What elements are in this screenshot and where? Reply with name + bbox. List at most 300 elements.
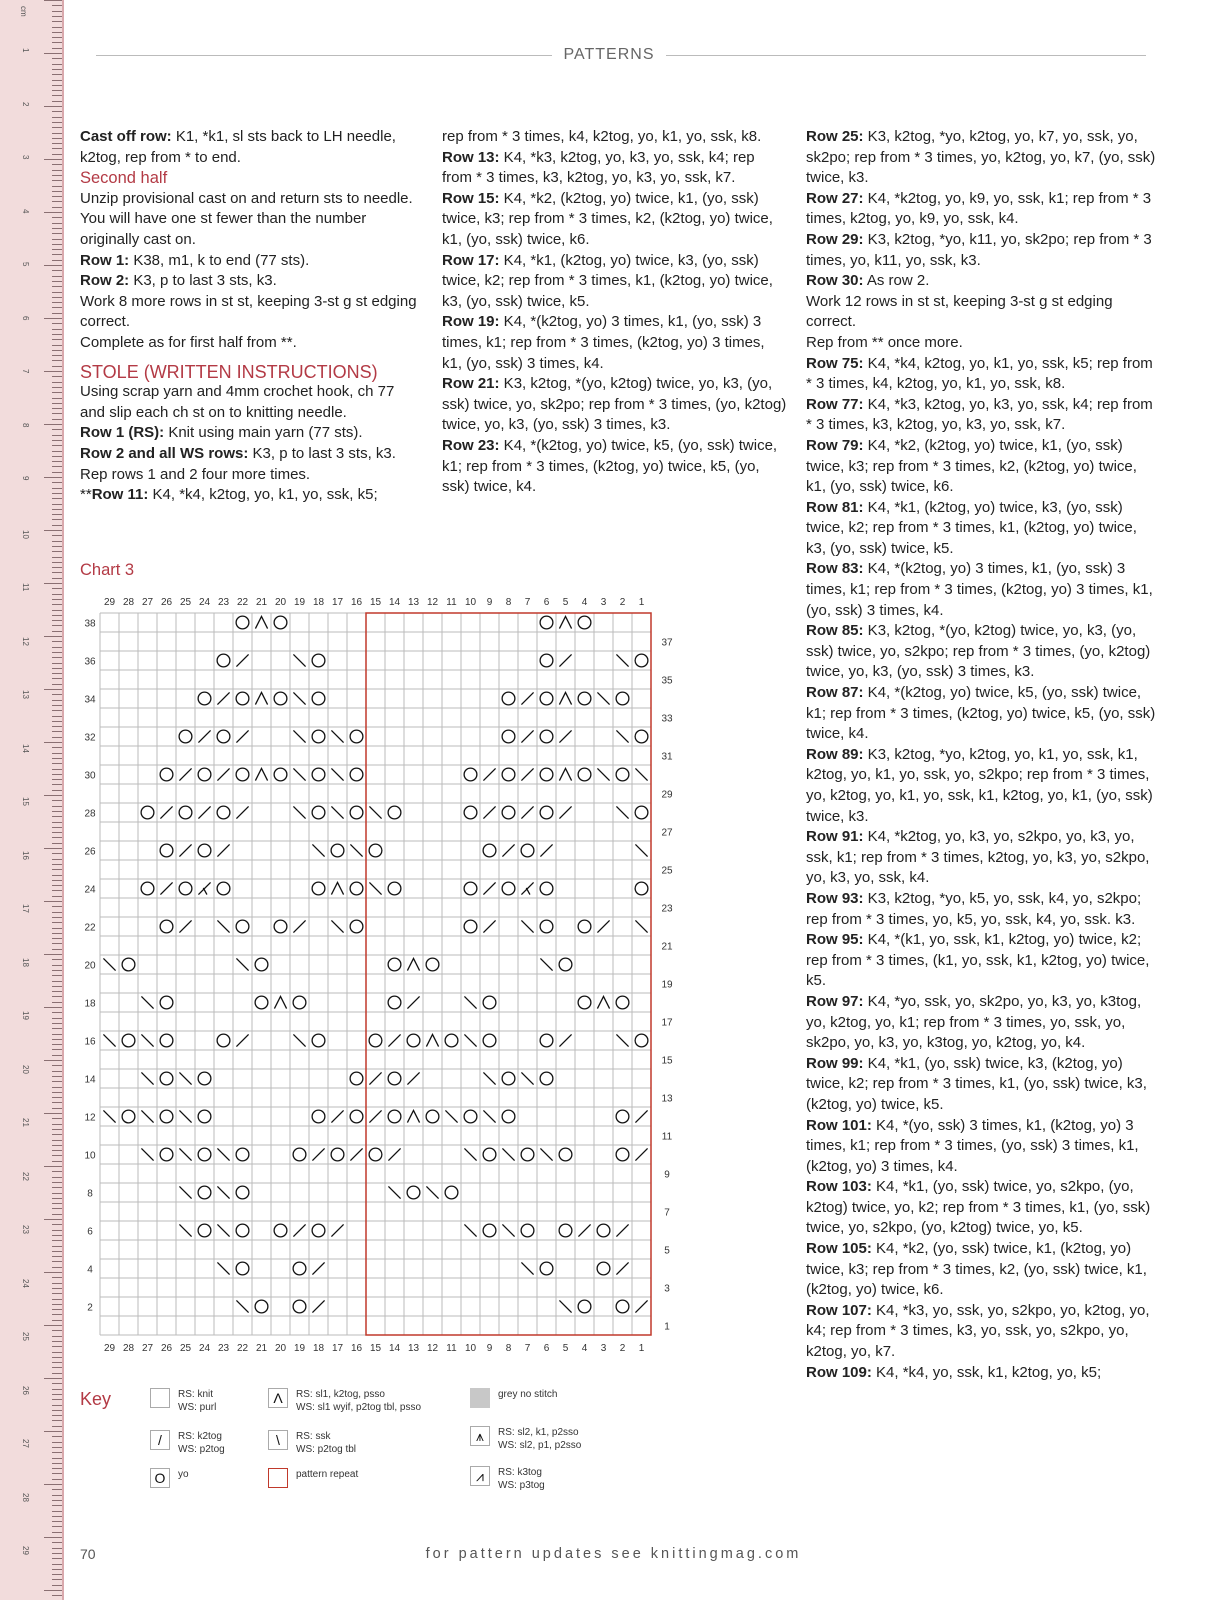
- ruler-tick: [52, 1224, 62, 1225]
- instruction-text: Using scrap yarn and 4mm crochet hook, ch 77 and slip each ch st on to knitting needle.: [80, 383, 395, 421]
- yo-symbol: [502, 730, 515, 743]
- yo-symbol: [464, 920, 477, 933]
- yo-symbol: [635, 1034, 648, 1047]
- yo-symbol: [293, 1300, 306, 1313]
- ruler-tick: [52, 684, 62, 685]
- yo-symbol: [616, 1148, 629, 1161]
- ruler-tick: [52, 678, 62, 679]
- ruler-tick: [52, 753, 62, 754]
- column-number: 21: [255, 1343, 268, 1354]
- ssk-symbol: [597, 768, 609, 780]
- instruction-text: Work 12 rows in st st, keeping 3-st g st edging correct.: [806, 292, 1113, 331]
- repeat-marker: **: [80, 486, 92, 504]
- row-label: Row 29:: [806, 230, 864, 248]
- ruler-tick: [52, 1277, 62, 1278]
- ruler-tick: [52, 1389, 62, 1390]
- text-column-2: [442, 127, 787, 498]
- column-number: 16: [350, 1343, 363, 1354]
- ruler-tick: [52, 170, 62, 171]
- instruction-text: K4, *(k1, yo, ssk, k1, k2tog, yo) twice, k2; rep from * 3 times, (k1, yo, ssk, k1, k2tog, yo) twice, k5.: [806, 931, 1150, 990]
- section-header: PATTERNS: [563, 46, 655, 63]
- yo-symbol: [578, 920, 591, 933]
- ruler-tick: [52, 1134, 62, 1135]
- k2tog-symbol: [369, 1110, 381, 1122]
- ruler-tick: [52, 355, 62, 356]
- yo-symbol: [255, 958, 268, 971]
- row-number: 9: [664, 1169, 670, 1181]
- ruler-tick: [52, 938, 62, 939]
- ruler-tick: [52, 419, 62, 420]
- k2tog-symbol: [179, 920, 191, 932]
- key-item: [268, 1430, 356, 1456]
- row-number: 17: [661, 1017, 673, 1029]
- ruler-tick: [52, 578, 62, 579]
- k2tog-symbol: [521, 768, 533, 780]
- ruler-tick: [52, 1171, 62, 1172]
- yo-symbol: [521, 844, 534, 857]
- yo-symbol: [141, 806, 154, 819]
- ruler-tick: [52, 1193, 62, 1194]
- ssk-symbol: [179, 1072, 191, 1084]
- row-number: 34: [84, 694, 96, 706]
- ruler-tick: [52, 806, 62, 807]
- ruler-number: 21: [21, 1118, 30, 1127]
- instruction-paragraph: [806, 683, 1156, 745]
- ruler-tick: [52, 594, 62, 595]
- ruler-tick: [52, 270, 62, 271]
- column-number: 24: [198, 1343, 211, 1354]
- ruler-tick: [52, 816, 62, 817]
- column-number: 6: [543, 1343, 550, 1354]
- yo-symbol: [540, 730, 553, 743]
- ruler-tick: [52, 339, 62, 340]
- ssk-symbol: [502, 1224, 514, 1236]
- yo-symbol: [635, 730, 648, 743]
- column-number: 7: [524, 1343, 531, 1354]
- instruction-paragraph: [80, 423, 420, 444]
- ruler-tick: [52, 392, 62, 393]
- ruler-tick: [52, 1479, 62, 1480]
- yo-symbol: [616, 1300, 629, 1313]
- ruler-tick: [52, 1012, 62, 1013]
- ruler-tick: [52, 1076, 62, 1077]
- key-item: [268, 1388, 421, 1414]
- ruler-tick: [52, 1330, 62, 1331]
- row-number: 29: [661, 789, 673, 801]
- ruler-tick: [52, 1028, 62, 1029]
- k2tog-symbol: [483, 806, 495, 818]
- ruler-tick: [52, 562, 62, 563]
- yo-symbol: [274, 616, 287, 629]
- k2tog-symbol: [407, 996, 419, 1008]
- ruler-tick: [52, 1495, 62, 1496]
- yo-symbol: [312, 654, 325, 667]
- instruction-paragraph: [806, 889, 1156, 930]
- key-symbol-icon: \: [268, 1430, 288, 1450]
- yo-symbol: [312, 768, 325, 781]
- ssk-symbol: [540, 1148, 552, 1160]
- ruler-tick: [52, 1293, 62, 1294]
- ruler-tick: [52, 949, 62, 950]
- yo-symbol: [502, 768, 515, 781]
- column-number: 5: [562, 1343, 569, 1354]
- key-title: Key: [80, 1389, 112, 1409]
- yo-symbol: [160, 1034, 173, 1047]
- ssk-symbol: [521, 1072, 533, 1084]
- ruler-tick: [52, 482, 62, 483]
- k2tog-symbol: [217, 768, 229, 780]
- instruction-text: K4, *k1, (k2tog, yo) twice, k3, (yo, ssk) twice, k2; rep from * 3 times, k1, (k2tog, yo) twice, k3, (yo, ssk) twice, k5.: [806, 498, 1137, 557]
- k2tog-symbol: [312, 1300, 324, 1312]
- ruler-tick: [52, 493, 62, 494]
- ruler-tick: [52, 133, 62, 134]
- ruler-tick: [52, 1267, 62, 1268]
- ssk-symbol: [388, 1186, 400, 1198]
- ruler-tick: [52, 875, 62, 876]
- k2tog-symbol: [635, 1110, 647, 1122]
- ruler-tick: [44, 0, 62, 1]
- ruler-tick: [44, 1113, 62, 1114]
- yo-symbol: [160, 996, 173, 1009]
- instruction-text: K4, *k3, k2tog, yo, k3, yo, ssk, k4; rep from * 3 times, k3, k2tog, yo, k3, yo, ssk, k7.: [806, 395, 1153, 434]
- instruction-paragraph: [806, 930, 1156, 992]
- k2tog-symbol: [217, 692, 229, 704]
- ruler-tick: [44, 1484, 62, 1485]
- ruler-tick: [52, 641, 62, 642]
- instruction-text: K3, k2tog, *yo, k2tog, yo, k1, yo, ssk, k1, k2tog, yo, k1, yo, ssk, yo, s2kpo; rep from * 3 times, yo, k2tog, yo, k1, yo, ssk, k1, k2tog, yo, k1, (yo, ssk) twice, k3.: [806, 745, 1153, 825]
- ssk-symbol: [293, 768, 305, 780]
- instruction-paragraph: [442, 127, 787, 148]
- ruler-tick: [52, 286, 62, 287]
- column-number: 15: [369, 1343, 382, 1354]
- yo-symbol: [122, 958, 135, 971]
- ruler-tick: [52, 1251, 62, 1252]
- ruler-number: 11: [21, 583, 30, 592]
- ruler-tick: [52, 5, 62, 6]
- row-label: Row 17:: [442, 251, 500, 269]
- ruler-tick: [44, 1060, 62, 1061]
- instruction-text: K4, *k1, (yo, ssk) twice, yo, s2kpo, (yo, k2tog) twice, yo, k2; rep from * 3 times, k1, (yo, ssk) twice, yo, s2kpo, (yo, k2tog) twice, yo, k5.: [806, 1178, 1151, 1237]
- ruler-tick: [52, 1452, 62, 1453]
- ruler-tick: [52, 604, 62, 605]
- ruler-tick: [52, 843, 62, 844]
- instruction-paragraph: [80, 444, 420, 465]
- ruler-tick: [52, 254, 62, 255]
- ssk-symbol: [635, 920, 647, 932]
- ruler-tick: [52, 143, 62, 144]
- ssk-symbol: [331, 730, 343, 742]
- ruler-tick: [52, 1410, 62, 1411]
- k2tog-symbol: [350, 1148, 362, 1160]
- instruction-text: Rep from ** once more.: [806, 333, 963, 351]
- ruler-tick: [52, 1102, 62, 1103]
- yo-symbol: [236, 1148, 249, 1161]
- ruler-tick: [44, 424, 62, 425]
- ruler-tick: [52, 1023, 62, 1024]
- key-symbol-icon: Λ: [268, 1388, 288, 1408]
- ruler-tick: [52, 244, 62, 245]
- ruler-number: 4: [21, 208, 30, 213]
- ruler-tick: [44, 1590, 62, 1591]
- ruler-tick: [52, 48, 62, 49]
- k2tog-symbol: [540, 844, 552, 856]
- ruler-tick: [44, 689, 62, 690]
- yo-symbol: [502, 1072, 515, 1085]
- yo-symbol: [559, 1148, 572, 1161]
- k2tog-symbol: [635, 1148, 647, 1160]
- ruler-tick: [52, 366, 62, 367]
- row-number: 37: [661, 637, 673, 649]
- ruler-tick: [52, 292, 62, 293]
- k2tog-symbol: [331, 1224, 343, 1236]
- ruler-tick: [52, 1161, 62, 1162]
- ruler-tick: [52, 943, 62, 944]
- ruler-tick: [52, 302, 62, 303]
- row-number: 35: [661, 675, 673, 687]
- ruler-tick: [52, 1394, 62, 1395]
- ruler-tick: [52, 217, 62, 218]
- row-number: 13: [661, 1093, 673, 1105]
- row-label: Row 13:: [442, 148, 500, 166]
- k2tog-symbol: [559, 806, 571, 818]
- ruler-tick: [52, 790, 62, 791]
- ssk-symbol: [616, 1034, 628, 1046]
- yo-symbol: [312, 730, 325, 743]
- ruler-tick: [52, 1362, 62, 1363]
- ssk-symbol: [426, 1186, 438, 1198]
- ruler-tick: [52, 535, 62, 536]
- ssk-symbol: [293, 806, 305, 818]
- instruction-paragraph: [80, 127, 420, 168]
- ruler-tick: [52, 631, 62, 632]
- instruction-paragraph: [806, 395, 1156, 436]
- ruler-tick: [52, 726, 62, 727]
- row-label: Row 99:: [806, 1054, 864, 1072]
- row-number: 28: [84, 808, 96, 820]
- row-number: 22: [84, 922, 96, 934]
- instruction-text: K4, *yo, ssk, yo, sk2po, yo, k3, yo, k3tog, yo, k2tog, yo, k1; rep from * 3 times, yo, ssk, yo, sk2po, yo, k3, yo, k3tog, yo, k2tog, yo, k4.: [806, 992, 1142, 1052]
- ruler-tick: [52, 1203, 62, 1204]
- ruler-tick: [44, 636, 62, 637]
- chart-title: Chart 3: [80, 561, 135, 579]
- k2tog-symbol: [521, 692, 533, 704]
- ssk-symbol: [217, 1148, 229, 1160]
- ssk-symbol: [616, 806, 628, 818]
- ruler-tick: [52, 345, 62, 346]
- row-number: 10: [84, 1150, 96, 1162]
- yo-symbol: [578, 768, 591, 781]
- ruler-tick: [52, 996, 62, 997]
- ssk-symbol: [483, 1110, 495, 1122]
- yo-symbol: [179, 806, 192, 819]
- ruler-tick: [52, 37, 62, 38]
- yo-symbol: [236, 616, 249, 629]
- ruler-number: 24: [21, 1278, 30, 1288]
- instruction-text: K3, k2tog, *(yo, k2tog) twice, yo, k3, (yo, ssk) twice, yo, s2kpo; rep from * 3 times, (yo, k2tog) twice, yo, k3, (yo, ssk) 3 times, k3.: [806, 622, 1151, 681]
- k2tog-symbol: [578, 1224, 590, 1236]
- instruction-text: Knit using main yarn (77 sts).: [164, 424, 363, 442]
- ruler-tick: [52, 297, 62, 298]
- yo-symbol: [445, 1034, 458, 1047]
- ssk-symbol: [616, 730, 628, 742]
- k2tog-symbol: [160, 806, 172, 818]
- row-label: Row 105:: [806, 1240, 872, 1258]
- instruction-paragraph: [806, 1177, 1156, 1239]
- ruler-tick: [52, 1177, 62, 1178]
- ruler-tick: [52, 403, 62, 404]
- instruction-paragraph: [80, 189, 420, 251]
- yo-symbol: [198, 1224, 211, 1237]
- yo-symbol: [217, 730, 230, 743]
- ssk-symbol: [350, 844, 362, 856]
- yo-symbol: [274, 768, 287, 781]
- key-symbol-icon: ⩚: [470, 1426, 490, 1446]
- instruction-text: K4, *k4, k2tog, yo, k1, yo, ssk, k5;: [148, 486, 378, 504]
- row-label: Row 85:: [806, 622, 864, 640]
- instruction-text: K4, *k3, k2tog, yo, k3, yo, ssk, k4; rep from * 3 times, k3, k2tog, yo, k3, yo, ssk, k7.: [442, 148, 755, 187]
- yo-symbol: [217, 654, 230, 667]
- yo-symbol: [255, 996, 268, 1009]
- ruler-tick: [52, 970, 62, 971]
- row-number: 4: [87, 1264, 93, 1276]
- column-number: 9: [486, 597, 493, 608]
- column-number: 5: [562, 597, 569, 608]
- ruler-tick: [52, 731, 62, 732]
- key-label: WS: p2tog: [178, 1444, 225, 1455]
- key-symbol-icon: O: [150, 1468, 170, 1488]
- ruler-tick: [52, 991, 62, 992]
- yo-symbol: [293, 1262, 306, 1275]
- ssk-symbol: [293, 730, 305, 742]
- yo-symbol: [198, 1148, 211, 1161]
- yo-symbol: [521, 1148, 534, 1161]
- row-label: Row 11:: [91, 486, 149, 504]
- ruler-tick: [44, 265, 62, 266]
- column-number: 18: [312, 597, 325, 608]
- ruler-tick: [52, 1240, 62, 1241]
- instruction-paragraph: [442, 189, 787, 251]
- ruler-tick: [52, 1558, 62, 1559]
- ruler-tick: [52, 716, 62, 717]
- k2tog-symbol: [407, 1072, 419, 1084]
- ssk-symbol: [597, 692, 609, 704]
- instruction-text: Work 8 more rows in st st, keeping 3-st g st edging correct.: [80, 292, 417, 331]
- ruler-tick: [44, 318, 62, 319]
- ruler-tick: [52, 1341, 62, 1342]
- instruction-text: K4, *(yo, ssk) 3 times, k1, (k2tog, yo) 3 times, k1; rep from * 3 times, (yo, ssk) 3 times, k1, (k2tog, yo) 3 times, k4.: [806, 1116, 1139, 1175]
- ruler-tick: [52, 1150, 62, 1151]
- ruler-tick: [52, 111, 62, 112]
- yo-symbol: [540, 882, 553, 895]
- ruler-tick: [52, 620, 62, 621]
- ruler-number: 9: [21, 476, 30, 481]
- row-number: 12: [84, 1112, 96, 1124]
- instruction-paragraph: [80, 292, 420, 333]
- key-label: WS: p3tog: [498, 1480, 545, 1491]
- ssk-symbol: [103, 1034, 115, 1046]
- yo-symbol: [483, 1034, 496, 1047]
- ruler-tick: [52, 360, 62, 361]
- k2tog-symbol: [635, 1300, 647, 1312]
- yo-symbol: [274, 692, 287, 705]
- yo-symbol: [540, 616, 553, 629]
- key-item: [150, 1468, 189, 1488]
- ruler-tick: [52, 769, 62, 770]
- ruler-tick: [52, 1314, 62, 1315]
- ruler-tick: [52, 1367, 62, 1368]
- yo-symbol: [616, 692, 629, 705]
- yo-symbol: [597, 1224, 610, 1237]
- ruler-number: 19: [21, 1011, 30, 1020]
- instruction-paragraph: [806, 1054, 1156, 1116]
- ruler-tick: [52, 981, 62, 982]
- row-number: 33: [661, 713, 673, 725]
- instruction-text: K4, *k2, (k2tog, yo) twice, k1, (yo, ssk) twice, k3; rep from * 3 times, k2, (k2tog, yo) twice, k1, (yo, ssk) twice, k6.: [806, 436, 1137, 496]
- row-label: Row 30:: [806, 272, 864, 290]
- page-number: 70: [80, 1546, 96, 1562]
- ruler-tick: [52, 827, 62, 828]
- ruler-tick: [52, 387, 62, 388]
- yo-symbol: [217, 806, 230, 819]
- key-symbol-icon: /: [150, 1430, 170, 1450]
- ruler: [0, 0, 64, 1600]
- instruction-paragraph: [806, 992, 1156, 1054]
- ruler-tick: [52, 657, 62, 658]
- ruler-tick: [52, 1352, 62, 1353]
- ruler-tick: [52, 625, 62, 626]
- yo-symbol: [635, 806, 648, 819]
- yo-symbol: [502, 882, 515, 895]
- column-number: 27: [141, 597, 154, 608]
- ruler-tick: [52, 138, 62, 139]
- column-number: 8: [505, 597, 512, 608]
- instruction-paragraph: [80, 485, 420, 506]
- ruler-number: 12: [21, 636, 30, 646]
- ruler-tick: [52, 1458, 62, 1459]
- ruler-tick: [52, 334, 62, 335]
- instruction-paragraph: [806, 354, 1156, 395]
- ssk-symbol: [559, 1300, 571, 1312]
- row-label: Row 25:: [806, 128, 864, 145]
- yo-symbol: [236, 920, 249, 933]
- instruction-paragraph: [80, 271, 420, 292]
- instruction-text: K3, k2tog, *(yo, k2tog) twice, yo, k3, (yo, ssk) twice, yo, sk2po; rep from * 3 times, (yo, k2tog) twice, yo, k3, (yo, ssk) 3 times, k3.: [442, 375, 787, 434]
- ruler-tick: [44, 583, 62, 584]
- key-label: grey no stitch: [498, 1389, 558, 1400]
- key-label: WS: p2tog tbl: [296, 1444, 357, 1455]
- yo-symbol: [540, 806, 553, 819]
- yo-symbol: [198, 1186, 211, 1199]
- ruler-tick: [52, 1532, 62, 1533]
- instruction-text: K4, *k2, (k2tog, yo) twice, k1, (yo, ssk) twice, k3; rep from * 3 times, k2, (k2tog, yo) twice, k1, (yo, ssk) twice, k6.: [442, 189, 773, 248]
- ruler-tick: [44, 1166, 62, 1167]
- ruler-tick: [52, 567, 62, 568]
- instruction-text: Unzip provisional cast on and return sts to needle. You will have one st fewer than the number originally cast on.: [80, 189, 413, 248]
- column-number: 13: [407, 597, 420, 608]
- sk2po-symbol: [426, 1034, 438, 1046]
- ruler-number: 16: [21, 850, 30, 860]
- yo-symbol: [407, 1034, 420, 1047]
- ruler-tick: [52, 551, 62, 552]
- instruction-paragraph: [80, 251, 420, 272]
- yo-symbol: [350, 730, 363, 743]
- ruler-tick: [52, 307, 62, 308]
- ruler-tick: [52, 201, 62, 202]
- ruler-tick: [52, 413, 62, 414]
- row-label: Row 87:: [806, 684, 864, 702]
- column-number: 2: [619, 1343, 626, 1354]
- ruler-tick: [52, 1399, 62, 1400]
